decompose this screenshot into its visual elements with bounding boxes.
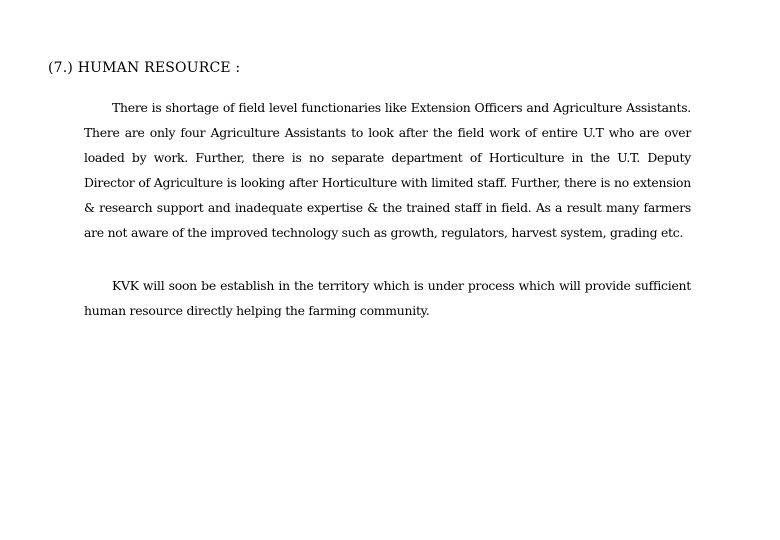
paragraph-kvk-text: KVK will soon be establish in the territory which is under process which will provide sufficient human resource directly helping the farming community.	[84, 278, 691, 318]
section-heading: (7.) HUMAN RESOURCE :	[48, 60, 241, 76]
paragraph-shortage	[84, 95, 691, 245]
paragraph-shortage-text: There is shortage of field level functionaries like Extension Officers and Agriculture Assistants. There are only four Agriculture Assistants to look after the field work of entire U.T who are over loaded by work. Further, there is no separate department of Horticulture in the U.T. Deputy Director of Agriculture is looking after Horticulture with limited staff. Further, there is no extension & research support and inadequate expertise & the trained staff in field. As a result many farmers are not aware of the improved technology such as growth, regulators, harvest system, grading etc.	[84, 100, 691, 240]
paragraph-kvk	[84, 273, 691, 323]
